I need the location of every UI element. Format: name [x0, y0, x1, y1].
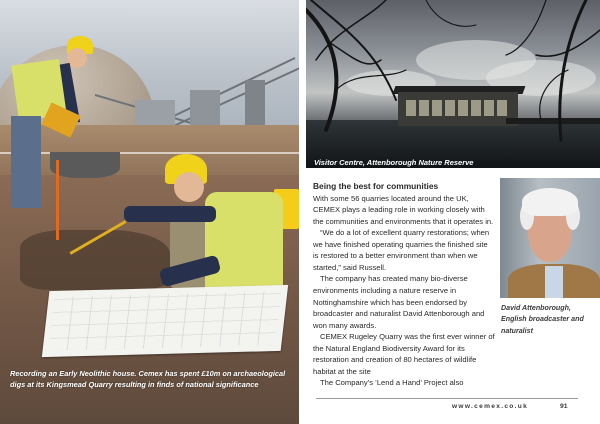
article-paragraph: The company has created many bio-diverse environments including a nature reserve in Nottinghamshire which has been endorsed by broadcaster and naturalist David Attenborough and won many awards.	[313, 274, 485, 330]
article-paragraph: With some 56 quarries located around the UK, CEMEX plays a leading role in working closely with the communities and environments that it operates in.	[313, 193, 494, 226]
survey-drawing	[42, 285, 288, 357]
tree-branches	[306, 0, 600, 168]
attenborough-portrait	[500, 178, 600, 298]
top-photo-caption: Visitor Centre, Attenborough Nature Reserve	[314, 158, 474, 167]
article-heading: Being the best for communities	[313, 181, 439, 191]
article-text	[313, 181, 495, 389]
article-paragraph: CEMEX Rugeley Quarry was the first ever winner of the Natural England Biodiversity Award for its restoration and creation of 80 hectares of wildlife habitat at the site	[313, 332, 495, 376]
portrait-caption: David Attenborough, English broadcaster and naturalist	[501, 304, 584, 335]
article-paragraph: “We do a lot of excellent quarry restorations; when we have finished operating quarries the finished site is restored to a better environment than when we started,” said Russell.	[313, 228, 490, 272]
survey-rod	[56, 160, 59, 240]
quarry-plant	[95, 50, 299, 135]
page-number: 91	[560, 403, 568, 410]
footer-divider	[316, 398, 578, 399]
archaeology-photo	[0, 0, 299, 424]
kneeling-worker	[110, 150, 299, 300]
left-photo-caption: Recording an Early Neolithic house. Cemex has spent £10m on archaeological digs at its Kingsmead Quarry resulting in finds of national significance	[10, 369, 286, 389]
article-paragraph: The Company’s ‘Lend a Hand’ Project also	[320, 378, 464, 388]
footer-url: www.cemex.co.uk	[452, 403, 529, 410]
standing-worker	[5, 36, 85, 216]
visitor-centre-photo	[306, 0, 600, 168]
